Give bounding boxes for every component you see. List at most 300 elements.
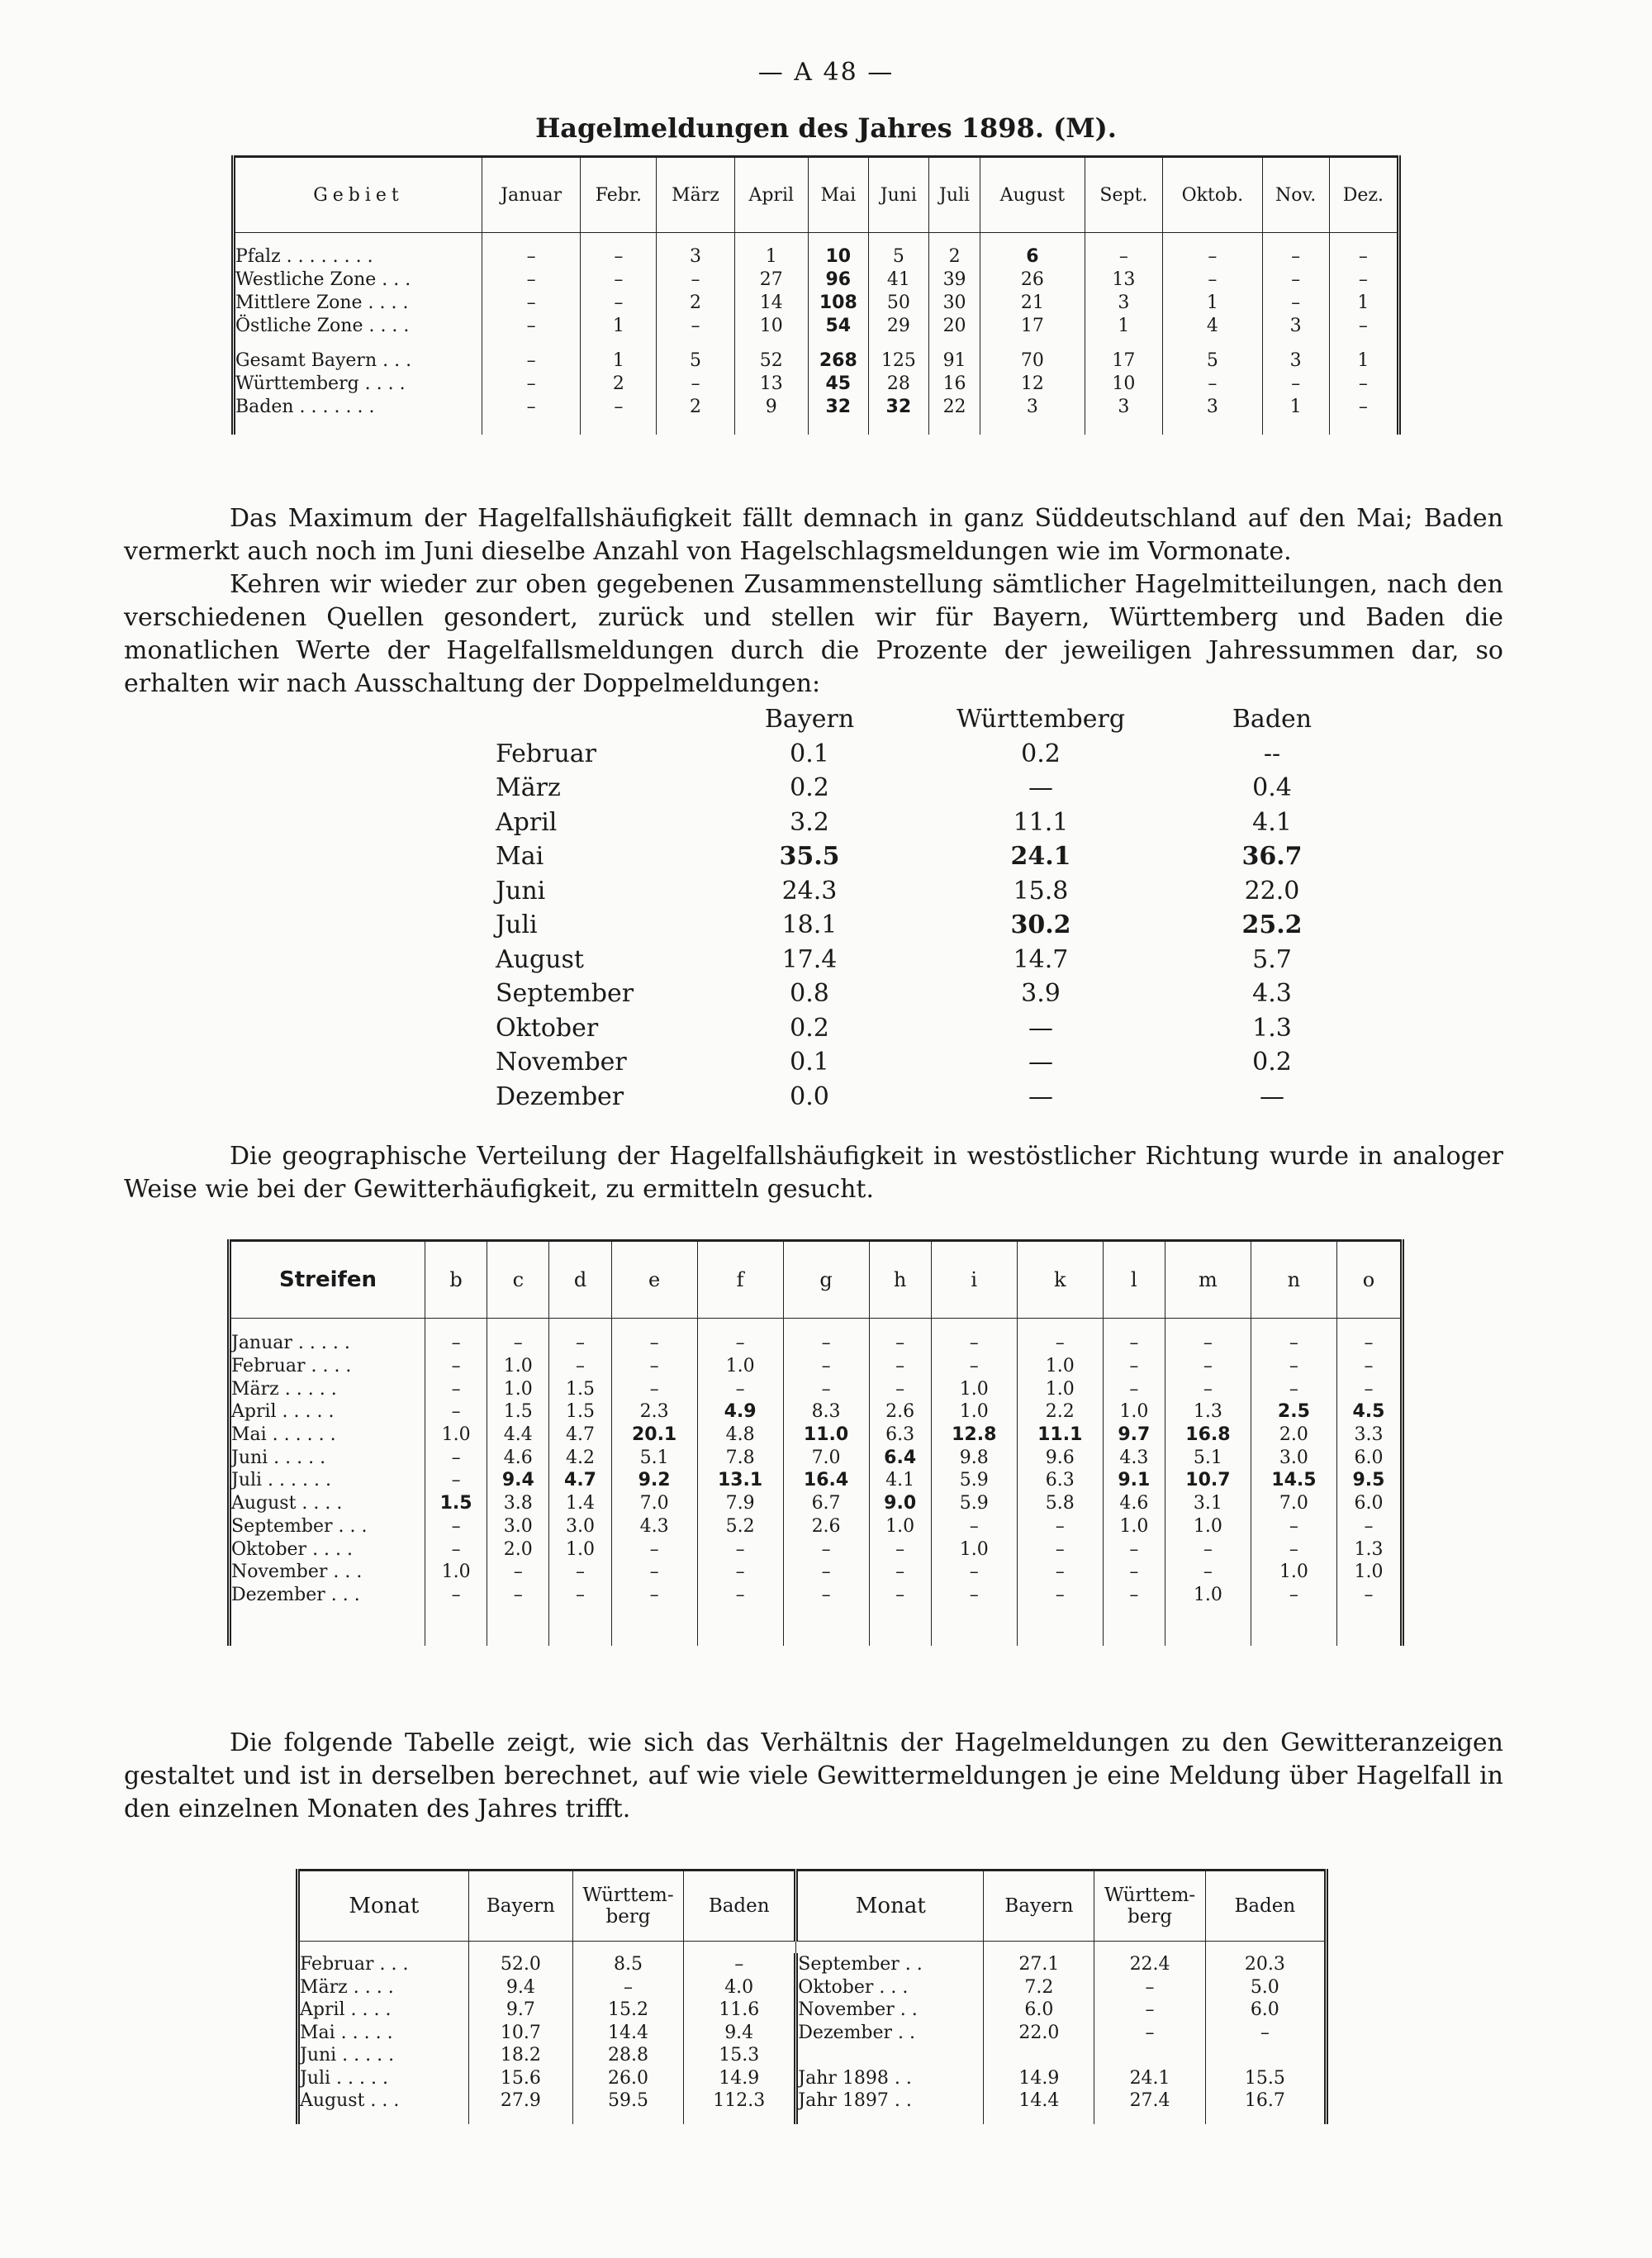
- data-cell: –: [1329, 268, 1398, 291]
- row-label: April . . . . .: [230, 1400, 425, 1424]
- spacer-cell: [980, 337, 1085, 349]
- data-cell: –: [783, 1332, 869, 1355]
- percent-cell: 0.2: [1021, 739, 1061, 768]
- data-cell: –: [1329, 314, 1398, 337]
- table-row: [496, 771, 1388, 806]
- spacer-cell: [468, 2113, 572, 2124]
- data-cell: 7.9: [697, 1492, 783, 1515]
- data-cell: –: [482, 314, 581, 337]
- data-cell: –: [783, 1561, 869, 1584]
- data-cell: –: [1205, 2022, 1326, 2045]
- month-header: Mai: [808, 157, 868, 233]
- data-cell: 12: [980, 372, 1085, 395]
- row-label: November . . .: [230, 1561, 425, 1584]
- data-cell: 1.0: [1165, 1515, 1251, 1538]
- data-cell: 10.7: [468, 2022, 572, 2045]
- percent-cell: 25.2: [1241, 910, 1303, 940]
- data-cell: –: [611, 1561, 697, 1584]
- percent-cell: 0.1: [790, 1048, 829, 1077]
- percent-cell: 0.1: [790, 739, 829, 768]
- strip-header-cell: h: [869, 1241, 931, 1319]
- table-row: [234, 291, 1399, 314]
- data-cell: 6.7: [783, 1492, 869, 1515]
- data-cell: –: [1262, 245, 1329, 268]
- data-cell: 6.3: [869, 1424, 931, 1447]
- strip-header-cell: n: [1251, 1241, 1336, 1319]
- strip-header-cell: b: [425, 1241, 487, 1319]
- spacer-cell: [572, 2113, 683, 2124]
- bayern-header-right: Bayern: [984, 1871, 1094, 1942]
- data-cell: –: [1017, 1538, 1103, 1561]
- data-cell: –: [1165, 1538, 1251, 1561]
- data-cell: –: [611, 1538, 697, 1561]
- data-cell: 6.3: [1017, 1469, 1103, 1492]
- table-row: [298, 2089, 1327, 2113]
- percent-cell: 11.1: [1013, 807, 1069, 837]
- table-row: [496, 977, 1388, 1011]
- month-label: Juli: [496, 910, 538, 940]
- data-cell: 13: [734, 372, 808, 395]
- spacer-cell: [928, 418, 980, 435]
- data-cell: –: [869, 1377, 931, 1400]
- data-cell: 4.8: [697, 1424, 783, 1447]
- data-cell: 9.5: [1336, 1469, 1402, 1492]
- row-label: Gesamt Bayern . . .: [234, 349, 482, 372]
- month-header-right: Monat: [796, 1871, 984, 1942]
- data-cell: 22: [928, 395, 980, 418]
- spacer-cell: [482, 418, 581, 435]
- data-cell: 7.0: [611, 1492, 697, 1515]
- data-cell: [1094, 2044, 1205, 2067]
- data-cell: 6.0: [1205, 1999, 1326, 2022]
- ratio-table: [296, 1869, 1328, 2124]
- data-cell: 6: [980, 245, 1085, 268]
- spacer-cell: [1165, 1319, 1251, 1333]
- data-cell: 4.1: [869, 1469, 931, 1492]
- data-cell: 16: [928, 372, 980, 395]
- data-cell: –: [1103, 1584, 1165, 1607]
- data-cell: –: [931, 1515, 1017, 1538]
- data-cell: –: [487, 1332, 549, 1355]
- paragraph-intro: [124, 502, 1503, 701]
- month-header: Dez.: [1329, 157, 1398, 233]
- data-cell: 4.5: [1336, 1400, 1402, 1424]
- table-row: [234, 349, 1399, 372]
- spacer-cell: [1329, 337, 1398, 349]
- data-cell: 5: [868, 245, 928, 268]
- data-cell: [1205, 2044, 1326, 2067]
- data-cell: 4.3: [611, 1515, 697, 1538]
- data-cell: 1: [1329, 291, 1398, 314]
- table-row: [230, 1584, 1403, 1607]
- spacer-cell: [234, 337, 482, 349]
- table-row: [230, 1400, 1403, 1424]
- data-cell: 3.3: [1336, 1424, 1402, 1447]
- data-cell: –: [1165, 1377, 1251, 1400]
- data-cell: 2: [657, 291, 734, 314]
- spacer-row: [230, 1606, 1403, 1646]
- data-cell: –: [1251, 1377, 1336, 1400]
- percent-cell: 0.2: [1252, 1048, 1292, 1077]
- month-label: Juni: [496, 876, 546, 906]
- data-cell: –: [869, 1561, 931, 1584]
- data-cell: –: [549, 1355, 611, 1378]
- data-cell: 41: [868, 268, 928, 291]
- data-cell: 1.0: [549, 1538, 611, 1561]
- strip-header-cell: k: [1017, 1241, 1103, 1319]
- spacer-cell: [657, 337, 734, 349]
- strip-header-cell: i: [931, 1241, 1017, 1319]
- percent-cell: 24.1: [1010, 842, 1071, 872]
- data-cell: –: [549, 1584, 611, 1607]
- data-cell: 5.8: [1017, 1492, 1103, 1515]
- percent-cell: 0.4: [1252, 773, 1292, 803]
- data-cell: 29: [868, 314, 928, 337]
- data-cell: 14.5: [1251, 1469, 1336, 1492]
- data-cell: –: [1103, 1561, 1165, 1584]
- baden-header-right: Baden: [1205, 1871, 1326, 1942]
- percent-cell: 0.0: [790, 1081, 829, 1111]
- data-cell: 4.6: [487, 1446, 549, 1469]
- data-cell: 1: [1163, 291, 1262, 314]
- data-cell: –: [1251, 1355, 1336, 1378]
- data-cell: –: [1251, 1584, 1336, 1607]
- percent-cell: 35.5: [779, 842, 840, 872]
- data-cell: –: [482, 291, 581, 314]
- data-cell: 1.0: [869, 1515, 931, 1538]
- paragraph-2: Kehren wir wieder zur oben gegebenen Zusammenstellung sämtlicher Hagelmitteilungen, nach den verschiedenen Quellen gesondert, zurück und stellen wir für Bayern, Württemberg und Baden die monatlichen Werte der Hagelfallsmeldungen durch die Prozente der jeweiligen Jahressummen dar, so erhalten wir nach Ausschaltung der Doppelmeldungen:: [124, 570, 1503, 698]
- strip-header-cell: o: [1336, 1241, 1402, 1319]
- data-cell: 1.0: [697, 1355, 783, 1378]
- spacer-cell: [734, 337, 808, 349]
- spacer-cell: [425, 1319, 487, 1333]
- data-cell: 14: [734, 291, 808, 314]
- data-cell: –: [1165, 1355, 1251, 1378]
- spacer-cell: [1085, 233, 1163, 245]
- row-label: Mai . . . . . .: [230, 1424, 425, 1447]
- data-cell: –: [931, 1584, 1017, 1607]
- row-label: August . . . .: [230, 1492, 425, 1515]
- table-row: [234, 245, 1399, 268]
- month-label: März: [496, 773, 561, 803]
- strip-header-cell: c: [487, 1241, 549, 1319]
- spacer-cell: [1336, 1606, 1402, 1646]
- spacer-cell: [783, 1606, 869, 1646]
- data-cell: –: [549, 1561, 611, 1584]
- spacer-cell: [230, 1606, 425, 1646]
- spacer-cell: [1251, 1606, 1336, 1646]
- spacer-cell: [868, 418, 928, 435]
- row-label: [796, 2044, 984, 2067]
- data-cell: 5.2: [697, 1515, 783, 1538]
- data-cell: 10: [734, 314, 808, 337]
- data-cell: 2.6: [869, 1400, 931, 1424]
- data-cell: 1.0: [1103, 1400, 1165, 1424]
- data-cell: 20.1: [611, 1424, 697, 1447]
- spacer-cell: [684, 1942, 796, 1954]
- spacer-cell: [468, 1942, 572, 1954]
- data-cell: –: [425, 1377, 487, 1400]
- month-label: Oktober: [496, 1013, 599, 1043]
- data-cell: –: [783, 1538, 869, 1561]
- data-cell: –: [1017, 1561, 1103, 1584]
- data-cell: 4.2: [549, 1446, 611, 1469]
- spacer-cell: [984, 2113, 1094, 2124]
- spacer-cell: [1085, 418, 1163, 435]
- row-label: Dezember . .: [796, 2022, 984, 2045]
- percent-table: [496, 702, 1388, 1114]
- row-label: Westliche Zone . . .: [234, 268, 482, 291]
- spacer-cell: [581, 337, 657, 349]
- spacer-cell: [1329, 233, 1398, 245]
- row-label: August . . .: [298, 2089, 469, 2113]
- table-row: [234, 268, 1399, 291]
- column-header: Württemberg: [956, 705, 1126, 734]
- data-cell: 9.8: [931, 1446, 1017, 1469]
- data-cell: –: [482, 268, 581, 291]
- row-label: Januar . . . . .: [230, 1332, 425, 1355]
- data-cell: 9.4: [684, 2022, 796, 2045]
- data-cell: 14.4: [984, 2089, 1094, 2113]
- table-row: [496, 737, 1388, 772]
- spacer-cell: [1017, 1319, 1103, 1333]
- data-cell: 52.0: [468, 1953, 572, 1976]
- spacer-cell: [234, 418, 482, 435]
- data-cell: 10: [1085, 372, 1163, 395]
- month-label: August: [496, 944, 584, 974]
- row-label: Baden . . . . . . .: [234, 395, 482, 418]
- hail-reports-table: [231, 155, 1401, 435]
- data-cell: 1.0: [931, 1377, 1017, 1400]
- data-cell: 1: [1262, 395, 1329, 418]
- percent-cell: 22.0: [1244, 876, 1300, 906]
- data-cell: 4.7: [549, 1424, 611, 1447]
- data-cell: 1.5: [549, 1377, 611, 1400]
- data-cell: 1.0: [1017, 1355, 1103, 1378]
- data-cell: –: [1165, 1561, 1251, 1584]
- data-cell: 5.9: [931, 1492, 1017, 1515]
- table-row: [496, 908, 1388, 943]
- month-header-left: Monat: [298, 1871, 469, 1942]
- spacer-cell: [783, 1319, 869, 1333]
- spacer-cell: [734, 418, 808, 435]
- data-cell: –: [783, 1584, 869, 1607]
- percent-cell: 0.8: [790, 979, 829, 1009]
- spacer-cell: [425, 1606, 487, 1646]
- page-title: Hagelmeldungen des Jahres 1898. (M).: [535, 112, 1117, 144]
- data-cell: 30: [928, 291, 980, 314]
- spacer-cell: [697, 1606, 783, 1646]
- table-row: [496, 1080, 1388, 1115]
- percent-cell: 0.2: [790, 773, 829, 803]
- spacer-cell: [234, 233, 482, 245]
- data-cell: –: [697, 1561, 783, 1584]
- data-cell: –: [1336, 1355, 1402, 1378]
- wuerttemberg-header-left: Württem-berg: [572, 1871, 683, 1942]
- data-cell: –: [581, 268, 657, 291]
- row-label: Jahr 1898 . .: [796, 2067, 984, 2090]
- data-cell: 24.1: [1094, 2067, 1205, 2090]
- data-cell: –: [684, 1953, 796, 1976]
- spacer-cell: [1262, 418, 1329, 435]
- data-cell: 6.0: [1336, 1446, 1402, 1469]
- data-cell: –: [487, 1584, 549, 1607]
- data-cell: 7.0: [783, 1446, 869, 1469]
- month-header: Juni: [868, 157, 928, 233]
- row-label: Mittlere Zone . . . .: [234, 291, 482, 314]
- data-cell: 1: [581, 349, 657, 372]
- data-cell: 15.3: [684, 2044, 796, 2067]
- percent-cell: —: [1028, 1013, 1053, 1043]
- paragraph-ratio: [124, 1727, 1503, 1826]
- column-header: Baden: [1232, 705, 1313, 734]
- data-cell: 112.3: [684, 2089, 796, 2113]
- data-cell: –: [581, 245, 657, 268]
- spacer-cell: [928, 337, 980, 349]
- month-header: August: [980, 157, 1085, 233]
- data-cell: 20: [928, 314, 980, 337]
- data-cell: –: [657, 268, 734, 291]
- data-cell: 5: [1163, 349, 1262, 372]
- spacer-cell: [230, 1319, 425, 1333]
- data-cell: –: [1085, 245, 1163, 268]
- spacer-cell: [1103, 1319, 1165, 1333]
- data-cell: 9.7: [468, 1999, 572, 2022]
- data-cell: –: [1094, 1999, 1205, 2022]
- spacer-row: [234, 418, 1399, 435]
- spacer-cell: [869, 1606, 931, 1646]
- data-cell: 6.0: [1336, 1492, 1402, 1515]
- data-cell: –: [1017, 1584, 1103, 1607]
- spacer-cell: [611, 1319, 697, 1333]
- spacer-cell: [869, 1319, 931, 1333]
- row-label: Dezember . . .: [230, 1584, 425, 1607]
- data-cell: 1.0: [487, 1355, 549, 1378]
- data-cell: 1: [1329, 349, 1398, 372]
- percent-cell: —: [1260, 1081, 1284, 1111]
- table-row: [496, 874, 1388, 909]
- spacer-cell: [1094, 2113, 1205, 2124]
- spacer-cell: [657, 418, 734, 435]
- data-cell: –: [931, 1355, 1017, 1378]
- data-cell: 9.0: [869, 1492, 931, 1515]
- data-cell: 1.0: [487, 1377, 549, 1400]
- row-label: Februar . . . .: [230, 1355, 425, 1378]
- strip-header-cell: f: [697, 1241, 783, 1319]
- data-cell: 1.0: [931, 1400, 1017, 1424]
- spacer-cell: [808, 337, 868, 349]
- paragraph-geographic: [124, 1140, 1503, 1206]
- data-cell: –: [1262, 291, 1329, 314]
- data-cell: 17: [1085, 349, 1163, 372]
- data-cell: –: [425, 1538, 487, 1561]
- data-cell: 1.5: [549, 1400, 611, 1424]
- data-cell: 2.0: [487, 1538, 549, 1561]
- spacer-cell: [572, 1942, 683, 1954]
- data-cell: 10.7: [1165, 1469, 1251, 1492]
- percent-cell: 3.9: [1021, 979, 1061, 1009]
- data-cell: –: [1094, 1976, 1205, 1999]
- table-row: [234, 372, 1399, 395]
- data-cell: 91: [928, 349, 980, 372]
- data-cell: 50: [868, 291, 928, 314]
- data-cell: 3.8: [487, 1492, 549, 1515]
- percent-cell: 36.7: [1241, 842, 1303, 872]
- data-cell: 11.1: [1017, 1424, 1103, 1447]
- data-cell: 2.2: [1017, 1400, 1103, 1424]
- data-cell: 12.8: [931, 1424, 1017, 1447]
- row-label: Juni . . . . .: [230, 1446, 425, 1469]
- table-row: [298, 2067, 1327, 2090]
- data-cell: 54: [808, 314, 868, 337]
- data-cell: –: [611, 1355, 697, 1378]
- spacer-cell: [1336, 1319, 1402, 1333]
- data-cell: 52: [734, 349, 808, 372]
- month-label: Dezember: [496, 1081, 624, 1111]
- data-cell: 26: [980, 268, 1085, 291]
- data-cell: 2.3: [611, 1400, 697, 1424]
- spacer-cell: [697, 1319, 783, 1333]
- data-cell: 28.8: [572, 2044, 683, 2067]
- percent-cell: 30.2: [1010, 910, 1071, 940]
- strip-header-cell: l: [1103, 1241, 1165, 1319]
- row-label: Östliche Zone . . . .: [234, 314, 482, 337]
- data-cell: 1: [734, 245, 808, 268]
- percent-cell: 0.2: [790, 1013, 829, 1043]
- data-cell: –: [869, 1584, 931, 1607]
- data-cell: –: [697, 1332, 783, 1355]
- data-cell: –: [425, 1446, 487, 1469]
- spacer-row: [234, 233, 1399, 245]
- table-row: [298, 2044, 1327, 2067]
- data-cell: 15.5: [1205, 2067, 1326, 2090]
- data-cell: 1.0: [931, 1538, 1017, 1561]
- spacer-cell: [1205, 2113, 1326, 2124]
- spacer-cell: [928, 233, 980, 245]
- data-cell: 4.0: [684, 1976, 796, 1999]
- data-cell: 70: [980, 349, 1085, 372]
- region-header: Gebiet: [234, 157, 482, 233]
- table-row: [230, 1424, 1403, 1447]
- data-cell: –: [482, 395, 581, 418]
- data-cell: –: [1251, 1515, 1336, 1538]
- data-cell: 1.4: [549, 1492, 611, 1515]
- data-cell: –: [1103, 1377, 1165, 1400]
- data-cell: 9.4: [468, 1976, 572, 1999]
- strip-header-cell: g: [783, 1241, 869, 1319]
- month-header: Sept.: [1085, 157, 1163, 233]
- data-cell: [984, 2044, 1094, 2067]
- page-number: — A 48 —: [757, 58, 895, 87]
- data-cell: 5.1: [611, 1446, 697, 1469]
- data-cell: 1.0: [1251, 1561, 1336, 1584]
- table-row: [230, 1492, 1403, 1515]
- data-cell: 8.3: [783, 1400, 869, 1424]
- data-cell: 108: [808, 291, 868, 314]
- data-cell: 16.7: [1205, 2089, 1326, 2113]
- paragraph-1: Das Maximum der Hagelfallshäufigkeit fällt demnach in ganz Süddeutschland auf den Mai; Baden vermerkt auch noch im Juni dieselbe Anzahl von Hagelschlagsmeldungen wie im Vormonate.: [124, 504, 1503, 566]
- data-cell: –: [1165, 1332, 1251, 1355]
- data-cell: 3.1: [1165, 1492, 1251, 1515]
- percent-cell: 18.1: [781, 910, 838, 940]
- row-label: Oktober . . . .: [230, 1538, 425, 1561]
- month-label: Februar: [496, 739, 597, 768]
- data-cell: 4.7: [549, 1469, 611, 1492]
- spacer-cell: [298, 2113, 469, 2124]
- data-cell: –: [697, 1538, 783, 1561]
- data-cell: 96: [808, 268, 868, 291]
- paragraph-4: Die folgende Tabelle zeigt, wie sich das Verhältnis der Hagelmeldungen zu den Gewitteranzeigen gestaltet und ist in derselben berechnet, auf wie viele Gewittermeldungen je eine Meldung über Hagelfall in den einzelnen Monaten des Jahres trifft.: [124, 1728, 1503, 1823]
